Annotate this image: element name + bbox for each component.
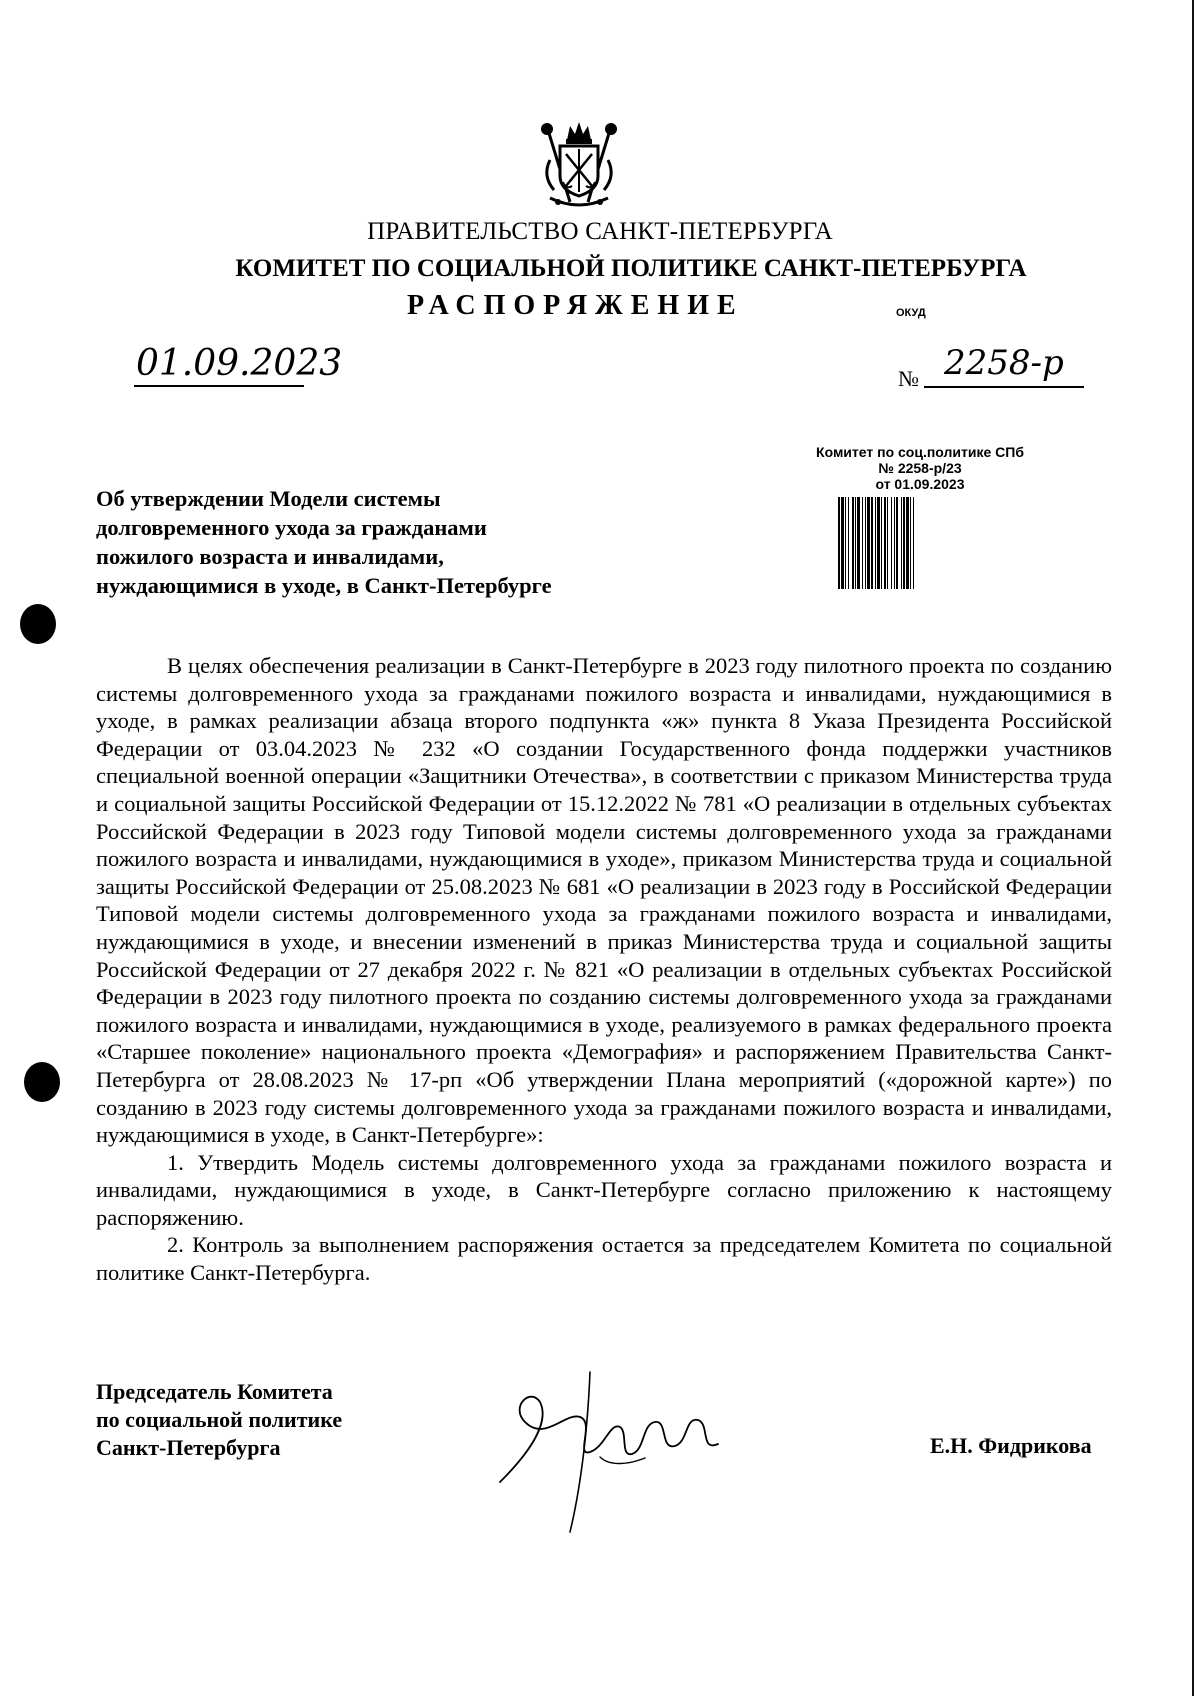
barcode-bar	[910, 497, 911, 589]
coat-of-arms-emblem	[536, 120, 622, 212]
barcode-bar	[877, 497, 880, 589]
barcode-bar	[884, 497, 886, 589]
signer-position-line: по социальной политике	[96, 1407, 343, 1432]
document-body	[96, 652, 1112, 1287]
signer-name: Е.Н. Фидрикова	[930, 1433, 1092, 1458]
handwritten-signature	[470, 1362, 750, 1542]
signer-position-line: Санкт-Петербурга	[96, 1435, 281, 1460]
okud-label: ОКУД	[896, 307, 926, 319]
barcode-bar	[845, 497, 846, 589]
registration-stamp-line: от 01.09.2023	[875, 476, 965, 492]
barcode-bar	[841, 497, 844, 589]
barcode-bar	[894, 497, 895, 589]
barcode-bar	[891, 497, 892, 589]
barcode-bar	[867, 497, 870, 589]
handwritten-number: 2258-р	[944, 343, 1064, 383]
order-item-2: 2. Контроль за выполнением распоряжения остается за председателем Комитета по социальной политике Санкт-Петербурга.	[96, 1232, 1112, 1286]
barcode-bar	[906, 497, 909, 589]
barcode-bar	[913, 497, 914, 589]
order-item-1: 1. Утвердить Модель системы долговременного ухода за гражданами пожилого возраста и инвалидами, нуждающимися в уходе, в Санкт-Петербурге согласно приложению к настоящему распоряжению.	[96, 1149, 1112, 1230]
registration-stamp	[780, 444, 1060, 492]
barcode-bar	[852, 497, 854, 589]
barcode-bar	[896, 497, 898, 589]
barcode-bar	[855, 497, 856, 589]
document-type-title: РАСПОРЯЖЕНИЕ	[407, 290, 744, 321]
committee-title: КОМИТЕТ ПО СОЦИАЛЬНОЙ ПОЛИТИКЕ САНКТ-ПЕТЕРБУРГА	[235, 255, 1027, 282]
barcode-bar	[865, 497, 866, 589]
registration-stamp-line: Комитет по соц.политике СПб	[816, 444, 1024, 460]
punch-hole	[24, 1062, 60, 1102]
barcode-bar	[887, 497, 888, 589]
barcode-bar	[862, 497, 863, 589]
subject-line: нуждающимися в уходе, в Санкт-Петербурге	[96, 573, 552, 598]
number-sign: №	[898, 366, 919, 391]
barcode-bar	[871, 497, 873, 589]
signer-position-line: Председатель Комитета	[96, 1379, 333, 1404]
barcode-bar	[875, 497, 876, 589]
preamble-paragraph: В целях обеспечения реализации в Санкт-Петербурге в 2023 году пилотного проекта по созданию системы долговременного ухода за гражданами пожилого возраста и инвалидами, нуждающимися в уходе, в рамках реализации абзаца второго подпункта «ж» пункта 8 Указа Президента Российской Федерации от 03.04.2023 № 232 «О создании Государственного фонда поддержки участников специальной военной операции «Защитники Отечества», в соответствии с приказом Министерства труда и социальной защиты Российской Федерации от 15.12.2022 № 781 «О реализации в отдельных субъектах Российской Федерации в 2023 году Типовой модели системы долговременного ухода за гражданами пожилого возраста и инвалидами, нуждающимися в уходе», приказом Министерства труда и социальной защиты Российской Федерации от 25.08.2023 № 681 «О реализации в 2023 году в Российской Федерации Типовой модели системы долговременного ухода за гражданами пожилого возраста и инвалидами, нуждающимися в уходе, и внесении изменений в приказ Министерства труда и социальной защиты Российской Федерации от 27 декабря 2022 г. № 821 «О реализации в отдельных субъектах Российской Федерации в 2023 году пилотного проекта по созданию системы долговременного ухода за гражданами пожилого возраста и инвалидами, нуждающимися в уходе, реализуемого в рамках федерального проекта «Старшее поколение» национального проекта «Демография» и распоряжением Правительства Санкт-Петербурга от 28.08.2023 № 17-рп «Об утверждении Плана мероприятий («дорожной карте») по созданию в 2023 году системы долговременного ухода за гражданами пожилого возраста и инвалидами, нуждающимися в уходе, в Санкт-Петербурге»:	[96, 653, 1112, 1148]
registration-stamp-line: № 2258-р/23	[878, 460, 962, 476]
document-subject	[96, 484, 552, 600]
subject-line: долговременного ухода за гражданами	[96, 515, 487, 540]
punch-hole	[20, 604, 56, 644]
barcode-bar	[903, 497, 905, 589]
number-underline	[924, 386, 1084, 388]
barcode-bar	[901, 497, 902, 589]
barcode-bar	[857, 497, 860, 589]
subject-line: пожилого возраста и инвалидами,	[96, 544, 444, 569]
subject-line: Об утверждении Модели системы	[96, 486, 441, 511]
barcode-bar	[848, 497, 849, 589]
signer-position	[96, 1378, 342, 1462]
handwritten-date: 01.09.2023	[136, 343, 343, 384]
barcode-bar	[838, 497, 840, 589]
registration-barcode	[838, 497, 988, 589]
date-underline	[134, 385, 304, 387]
barcode-bar	[881, 497, 882, 589]
government-title: ПРАВИТЕЛЬСТВО САНКТ-ПЕТЕРБУРГА	[367, 218, 833, 245]
